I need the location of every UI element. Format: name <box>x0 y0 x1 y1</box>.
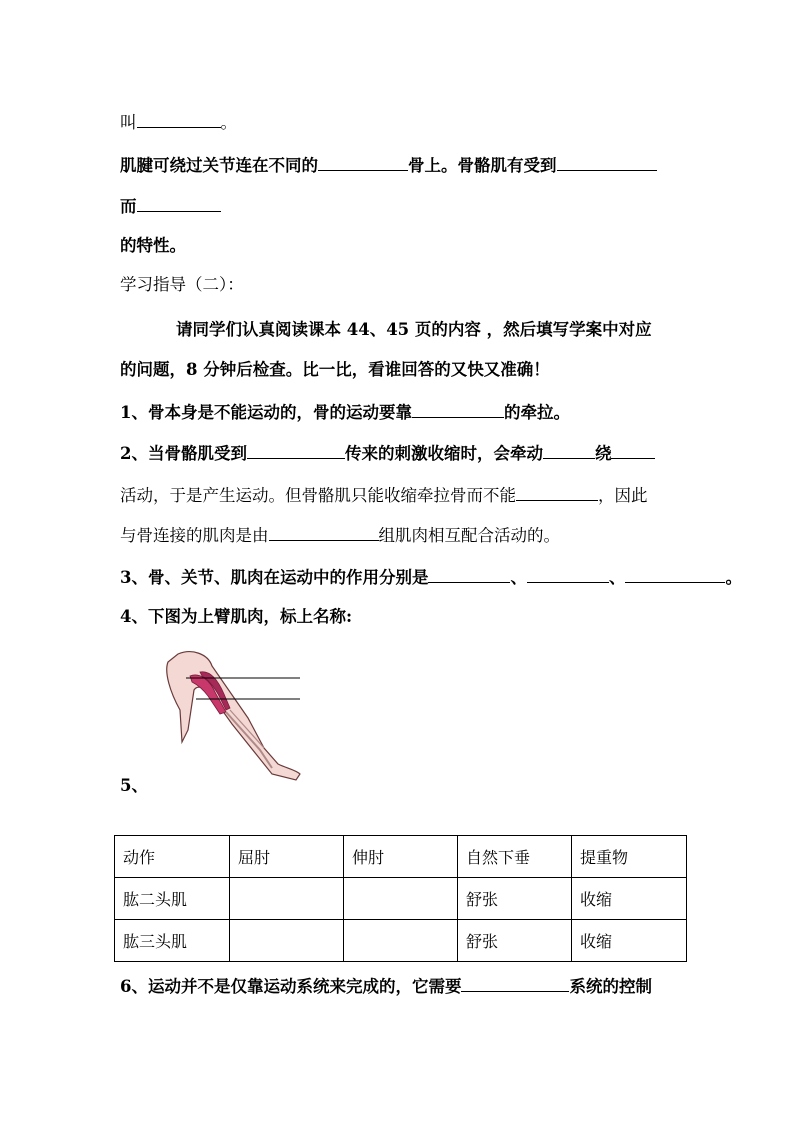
instruction-line-1: 请同学们认真阅读课本 44、45 页的内容 ，然后填写学案中对应 <box>176 320 652 339</box>
table-header-row <box>115 836 687 878</box>
table-cell: 动作 <box>115 836 230 878</box>
question-5: 5、 <box>120 776 148 795</box>
table-cell: 提重物 <box>572 836 687 878</box>
question-3: 3、骨、关节、肌肉在运动中的作用分别是 、 、 。 <box>120 568 742 587</box>
table-cell-blank[interactable] <box>344 878 458 920</box>
table-cell-blank[interactable] <box>344 920 458 962</box>
blank-5[interactable] <box>412 401 504 418</box>
section-heading: 学习指导（二）： <box>120 275 244 294</box>
blank-4[interactable] <box>137 195 221 212</box>
arm-outline <box>167 652 300 780</box>
instruction-line-2: 的问题，8 分钟后检查。比一比，看谁回答的又快又准确！ <box>120 360 550 379</box>
question-2: 2、当骨骼肌受到 传来的刺激收缩时，会牵动 绕 <box>120 442 655 464</box>
question-2-cont2: 与骨连接的肌肉是由 组肌肉相互配合活动的。 <box>120 526 560 545</box>
blank-1[interactable] <box>137 111 221 128</box>
blank-11[interactable] <box>428 566 510 583</box>
line-4: 的特性。 <box>120 236 186 255</box>
question-6: 6、运动并不是仅靠运动系统来完成的，它需要 系统的控制 <box>120 977 652 996</box>
blank-6[interactable] <box>247 442 345 459</box>
table-cell: 肱二头肌 <box>115 878 230 920</box>
line-2: 肌腱可绕过关节连在不同的 骨上。骨骼肌有受到 <box>120 154 657 176</box>
blank-3[interactable] <box>557 154 657 171</box>
line-3: 而 <box>120 195 221 217</box>
blank-7[interactable] <box>543 442 595 459</box>
muscle-action-table <box>114 835 687 962</box>
blank-12[interactable] <box>527 566 609 583</box>
blank-9[interactable] <box>516 484 598 501</box>
table-cell-blank[interactable] <box>230 920 344 962</box>
line-1: 叫 。 <box>120 113 237 132</box>
table-cell: 舒张 <box>458 878 572 920</box>
table-cell: 伸肘 <box>344 836 458 878</box>
table-cell: 收缩 <box>572 920 687 962</box>
table-cell: 肱三头肌 <box>115 920 230 962</box>
table-cell-blank[interactable] <box>230 878 344 920</box>
blank-14[interactable] <box>461 975 569 992</box>
blank-8[interactable] <box>611 442 655 459</box>
table-row <box>115 878 687 920</box>
table-cell: 舒张 <box>458 920 572 962</box>
upper-arm-muscle-diagram <box>160 650 305 790</box>
table-cell: 自然下垂 <box>458 836 572 878</box>
question-2-cont: 活动，于是产生运动。但骨骼肌只能收缩牵拉骨而不能 ，因此 <box>120 486 648 505</box>
blank-13[interactable] <box>625 566 725 583</box>
question-1: 1、骨本身是不能运动的，骨的运动要靠 的牵拉。 <box>120 403 570 422</box>
blank-10[interactable] <box>269 524 379 541</box>
table-row <box>115 920 687 962</box>
blank-2[interactable] <box>318 154 408 171</box>
table-cell: 屈肘 <box>230 836 344 878</box>
table-cell: 收缩 <box>572 878 687 920</box>
question-4: 4、下图为上臂肌肉，标上名称: <box>120 607 353 626</box>
